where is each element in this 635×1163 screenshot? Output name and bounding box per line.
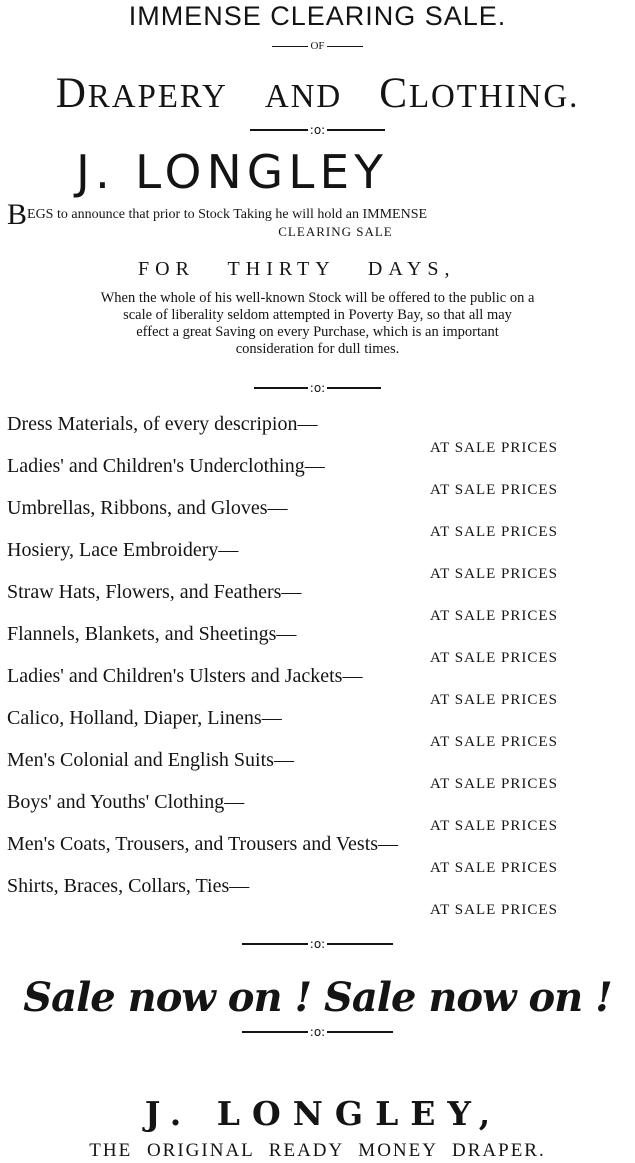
title-clothing: LOTHING. <box>408 78 580 115</box>
item-price: AT SALE PRICES <box>430 440 558 456</box>
intro-paragraph-line: consideration for dull times. <box>235 341 400 357</box>
item-price: AT SALE PRICES <box>430 566 558 582</box>
item-price: AT SALE PRICES <box>430 818 558 834</box>
separator <box>0 936 635 952</box>
of-divider <box>0 38 635 54</box>
rule-line <box>250 129 308 131</box>
item-price: AT SALE PRICES <box>430 734 558 750</box>
item-price: AT SALE PRICES <box>430 482 558 498</box>
list-item: Hosiery, Lace Embroidery— <box>7 539 239 561</box>
thirty-days: FOR THIRTY DAYS, <box>138 258 456 280</box>
clearing-sale-line: CLEARING SALE <box>278 224 393 239</box>
main-title <box>10 66 626 125</box>
item-price: AT SALE PRICES <box>430 650 558 666</box>
title-and: AND <box>264 78 343 115</box>
separator <box>0 122 635 138</box>
rule-line <box>242 943 308 945</box>
list-item: Boys' and Youths' Clothing— <box>7 791 245 813</box>
rule-line <box>327 46 363 47</box>
rule-line <box>327 129 385 131</box>
rule-line <box>272 46 308 47</box>
footer-brand: J. LONGLEY, <box>144 1094 503 1133</box>
title-initial-c: C <box>379 70 409 117</box>
separator-label: :o: <box>309 1025 326 1039</box>
item-price: AT SALE PRICES <box>430 692 558 708</box>
separator-label: :o: <box>309 123 326 137</box>
list-item: Dress Materials, of every descripion— <box>7 413 318 435</box>
title-drapery: RAPERY <box>87 78 228 115</box>
list-item: Flannels, Blankets, and Sheetings— <box>7 623 297 645</box>
title-initial-d: D <box>55 70 88 117</box>
intro-paragraph-line: When the whole of his well-known Stock will be offered to the public on a <box>100 290 535 306</box>
separator-label: :o: <box>309 937 326 951</box>
rule-line <box>327 1031 393 1033</box>
intro-paragraph-line: scale of liberality seldom attempted in Poverty Bay, so that all may <box>123 307 512 323</box>
drop-cap: B <box>7 198 28 231</box>
list-item: Ladies' and Children's Underclothing— <box>7 455 325 477</box>
intro-text: EGS to announce that prior to Stock Taking he will hold an IMMENSE <box>27 207 428 222</box>
list-item: Ladies' and Children's Ulsters and Jackets— <box>7 665 363 687</box>
headline: IMMENSE CLEARING SALE. <box>128 1 507 31</box>
list-item: Calico, Holland, Diaper, Linens— <box>7 707 282 729</box>
separator <box>0 380 635 396</box>
brand-name: J. LONGLEY <box>76 145 388 199</box>
rule-line <box>327 943 393 945</box>
sale-now-banner: Sale now on ! Sale now on ! <box>23 974 612 1021</box>
item-price: AT SALE PRICES <box>430 608 558 624</box>
rule-line <box>327 387 381 389</box>
separator-label: :o: <box>309 381 326 395</box>
footer-tagline: THE ORIGINAL READY MONEY DRAPER. <box>89 1140 546 1161</box>
list-item: Straw Hats, Flowers, and Feathers— <box>7 581 302 603</box>
list-item: Shirts, Braces, Collars, Ties— <box>7 875 250 897</box>
rule-line <box>254 387 308 389</box>
item-price: AT SALE PRICES <box>430 902 558 918</box>
item-price: AT SALE PRICES <box>430 776 558 792</box>
item-price: AT SALE PRICES <box>430 524 558 540</box>
intro-paragraph-line: effect a great Saving on every Purchase, which is an important <box>136 324 499 340</box>
rule-line <box>242 1031 308 1033</box>
separator <box>0 1024 635 1040</box>
list-item: Umbrellas, Ribbons, and Gloves— <box>7 497 288 519</box>
list-item: Men's Coats, Trousers, and Trousers and Vests— <box>7 833 399 855</box>
of-label: OF <box>310 40 325 52</box>
item-price: AT SALE PRICES <box>430 860 558 876</box>
list-item: Men's Colonial and English Suits— <box>7 749 294 771</box>
